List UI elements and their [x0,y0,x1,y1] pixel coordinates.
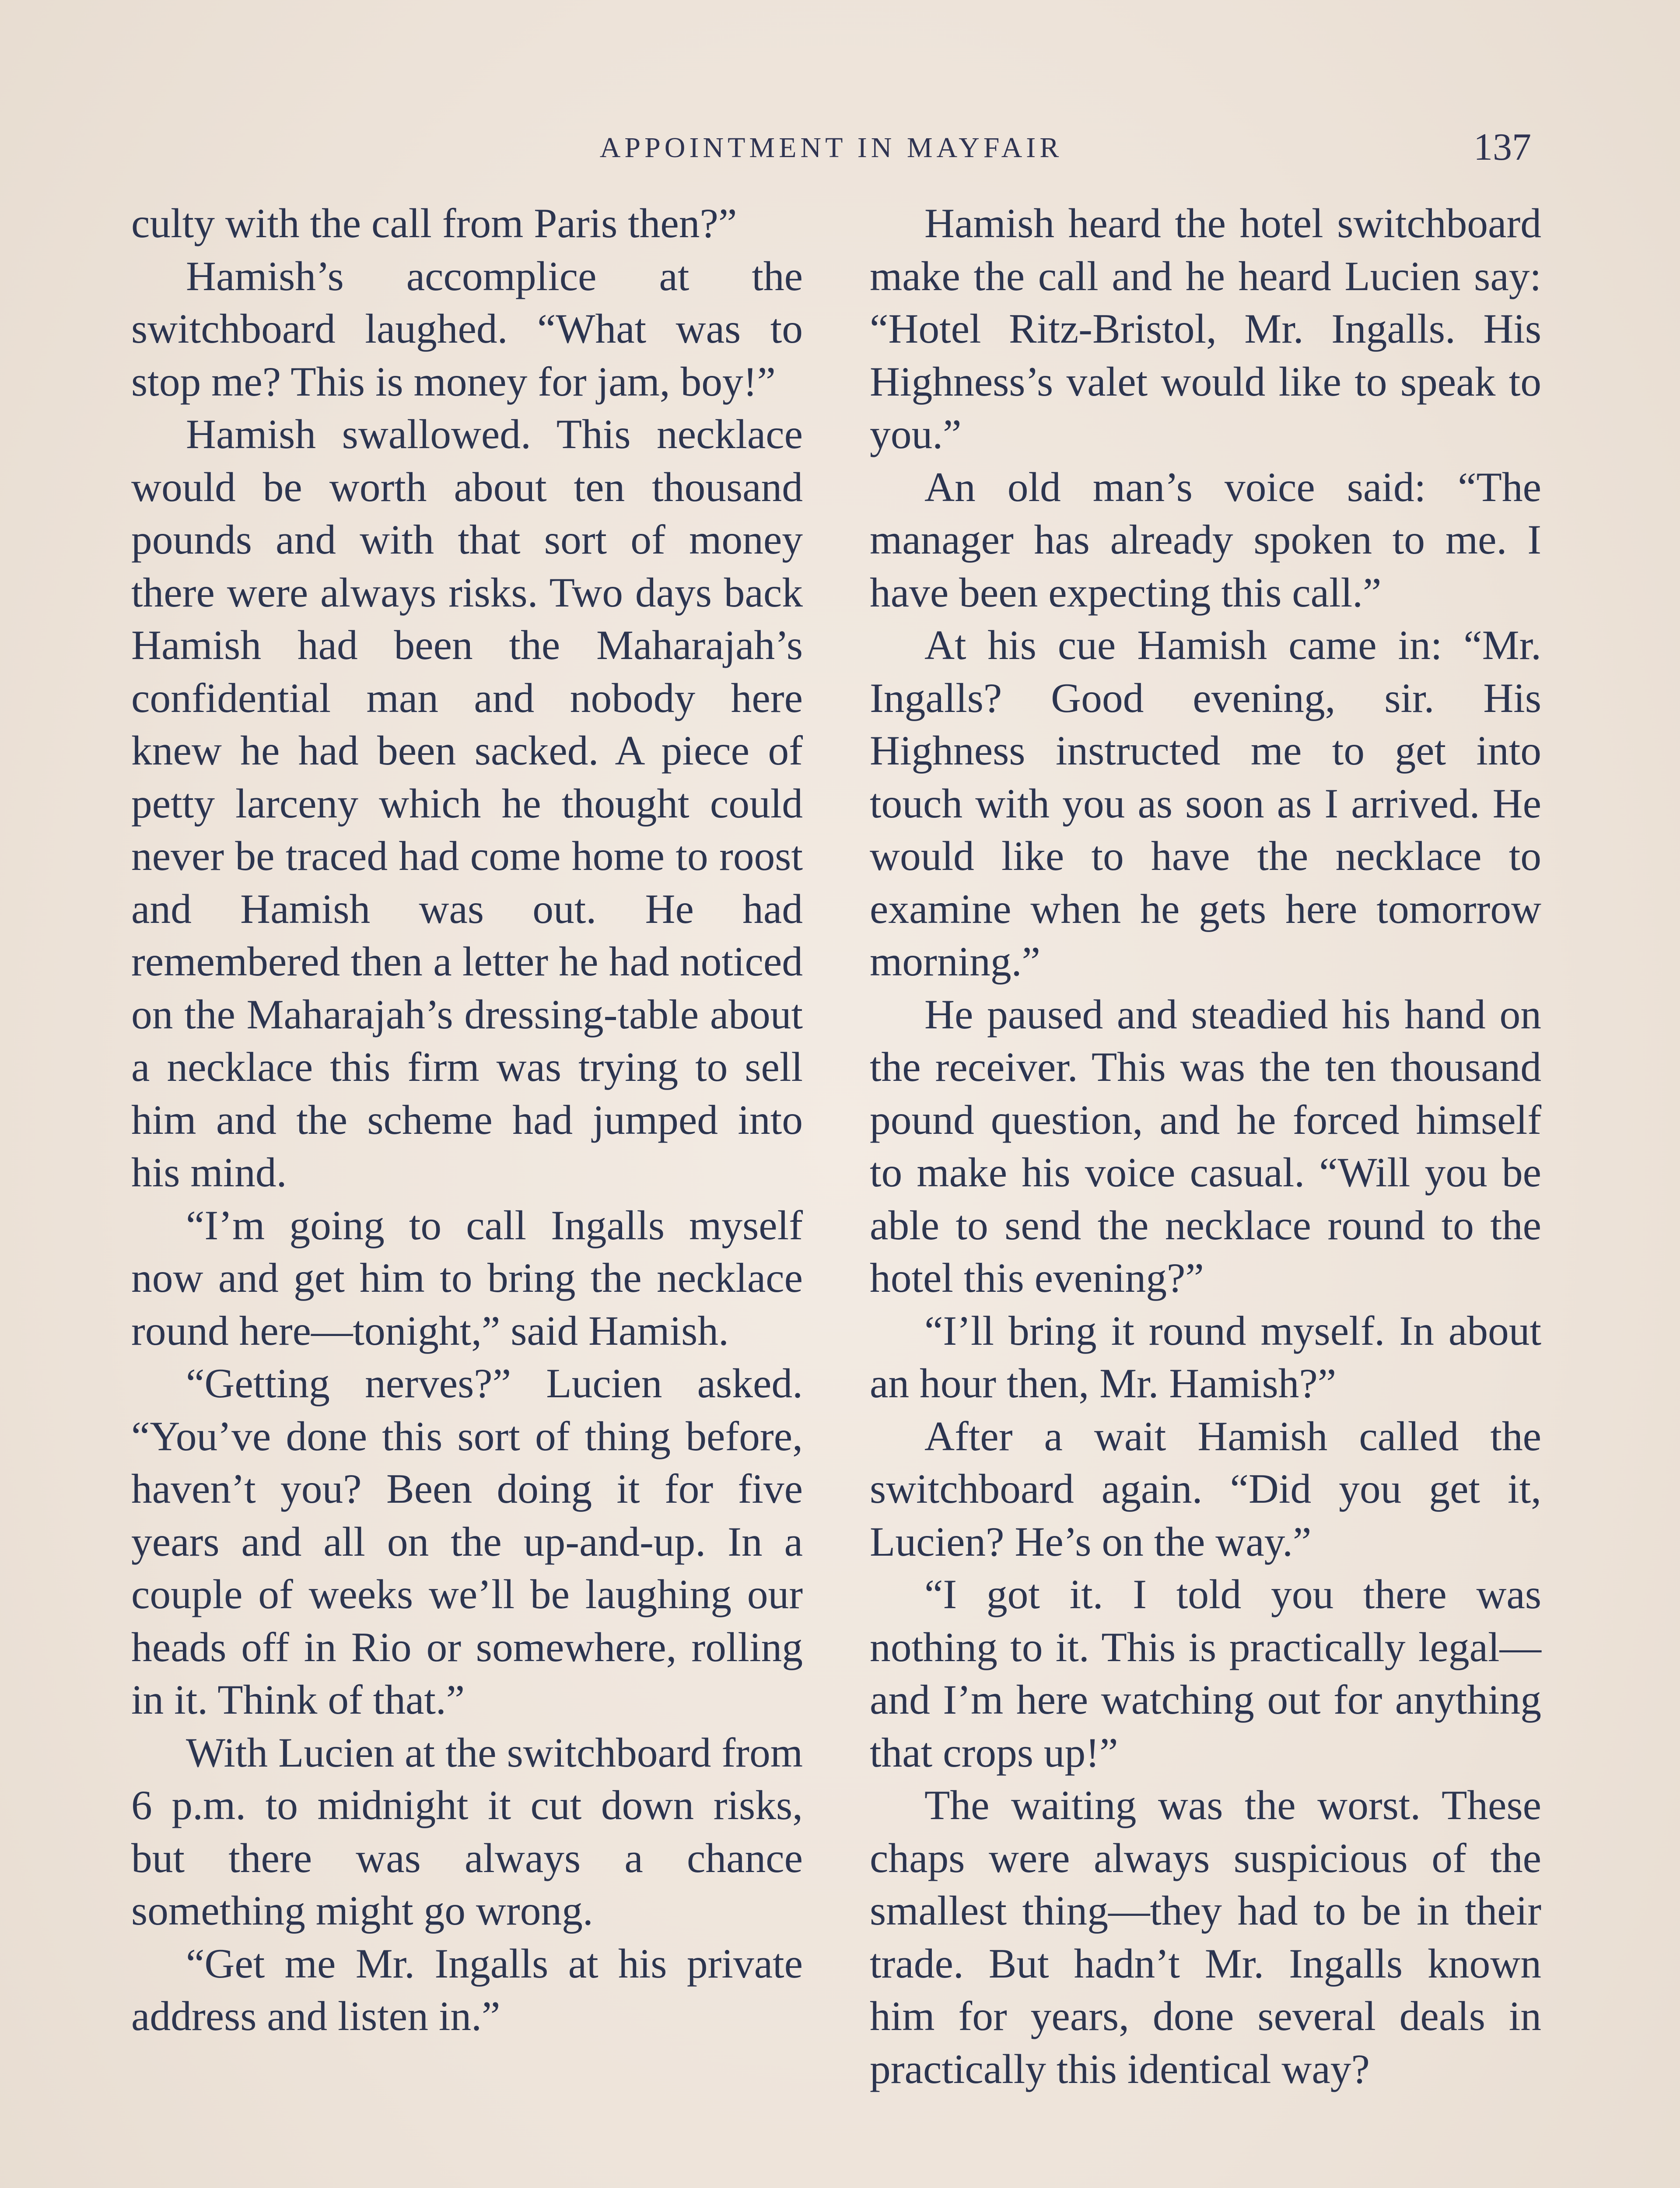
paragraph: After a wait Hamish called the switchboard again. “Did you get it, Lucien? He’s on the way.” [870,1413,1541,1565]
paragraph: At his cue Hamish came in: “Mr. Ingalls? Good evening, sir. His Highness instructed me to get into touch with you as soon as I arrived. He would like to have the necklace to examine when he gets here tomorrow morning.” [870,622,1541,985]
paragraph: An old man’s voice said: “The manager has already spoken to me. I have been expecting this call.” [870,463,1541,616]
paragraph: “Get me Mr. Ingalls at his private address and listen in.” [131,1940,803,2039]
page-number: 137 [1474,126,1531,168]
paragraph: With Lucien at the switchboard from 6 p.m. to midnight it cut down risks, but there was always a chance something might go wrong. [131,1729,803,1934]
page-header [131,126,1531,184]
paragraph: culty with the call from Paris then?” [131,200,737,246]
paragraph: He paused and steadied his hand on the receiver. This was the ten thousand pound question, and he forced himself to make his voice casual. “Will you be able to send the necklace round to the hotel this evening?” [870,991,1541,1301]
paragraph: “I’ll bring it round myself. In about an hour then, Mr. Hamish?” [870,1307,1541,1406]
paragraph: “I’m going to call Ingalls myself now and get him to bring the necklace round here—tonight,” said Hamish. [131,1202,803,1354]
paragraph: Hamish’s accomplice at the switchboard laughed. “What was to stop me? This is money for jam, boy!” [131,252,803,405]
text-column-right [870,197,1541,2095]
paragraph: “I got it. I told you there was nothing to it. This is practically legal—and I’m here watching out for anything that crops up!” [870,1571,1541,1776]
text-column-left [131,197,803,2043]
paragraph: Hamish heard the hotel switchboard make the call and he heard Lucien say: “Hotel Ritz-Bristol, Mr. Ingalls. His Highness’s valet would like to speak to you.” [870,200,1541,457]
paragraph: “Getting nerves?” Lucien asked. “You’ve done this sort of thing before, haven’t you? Been doing it for five years and all on the up-and-up. In a couple of weeks we’ll be laughing our heads off in Rio or somewhere, rolling in it. Think of that.” [131,1360,803,1723]
paragraph: The waiting was the worst. These chaps were always suspicious of the smallest thing—they had to be in their trade. But hadn’t Mr. Ingalls known him for years, done several deals in practically this identical way? [870,1782,1541,2092]
running-head: APPOINTMENT IN MAYFAIR [599,132,1063,164]
paragraph: Hamish swallowed. This necklace would be worth about ten thousand pounds and with that sort of money there were always risks. Two days back Hamish had been the Maharajah’s confidential man and nobody here knew he had been sacked. A piece of petty larceny which he thought could never be traced had come home to roost and Hamish was out. He had remembered then a letter he had noticed on the Maharajah’s dressing-table about a necklace this firm was trying to sell him and the scheme had jumped into his mind. [131,411,803,1196]
